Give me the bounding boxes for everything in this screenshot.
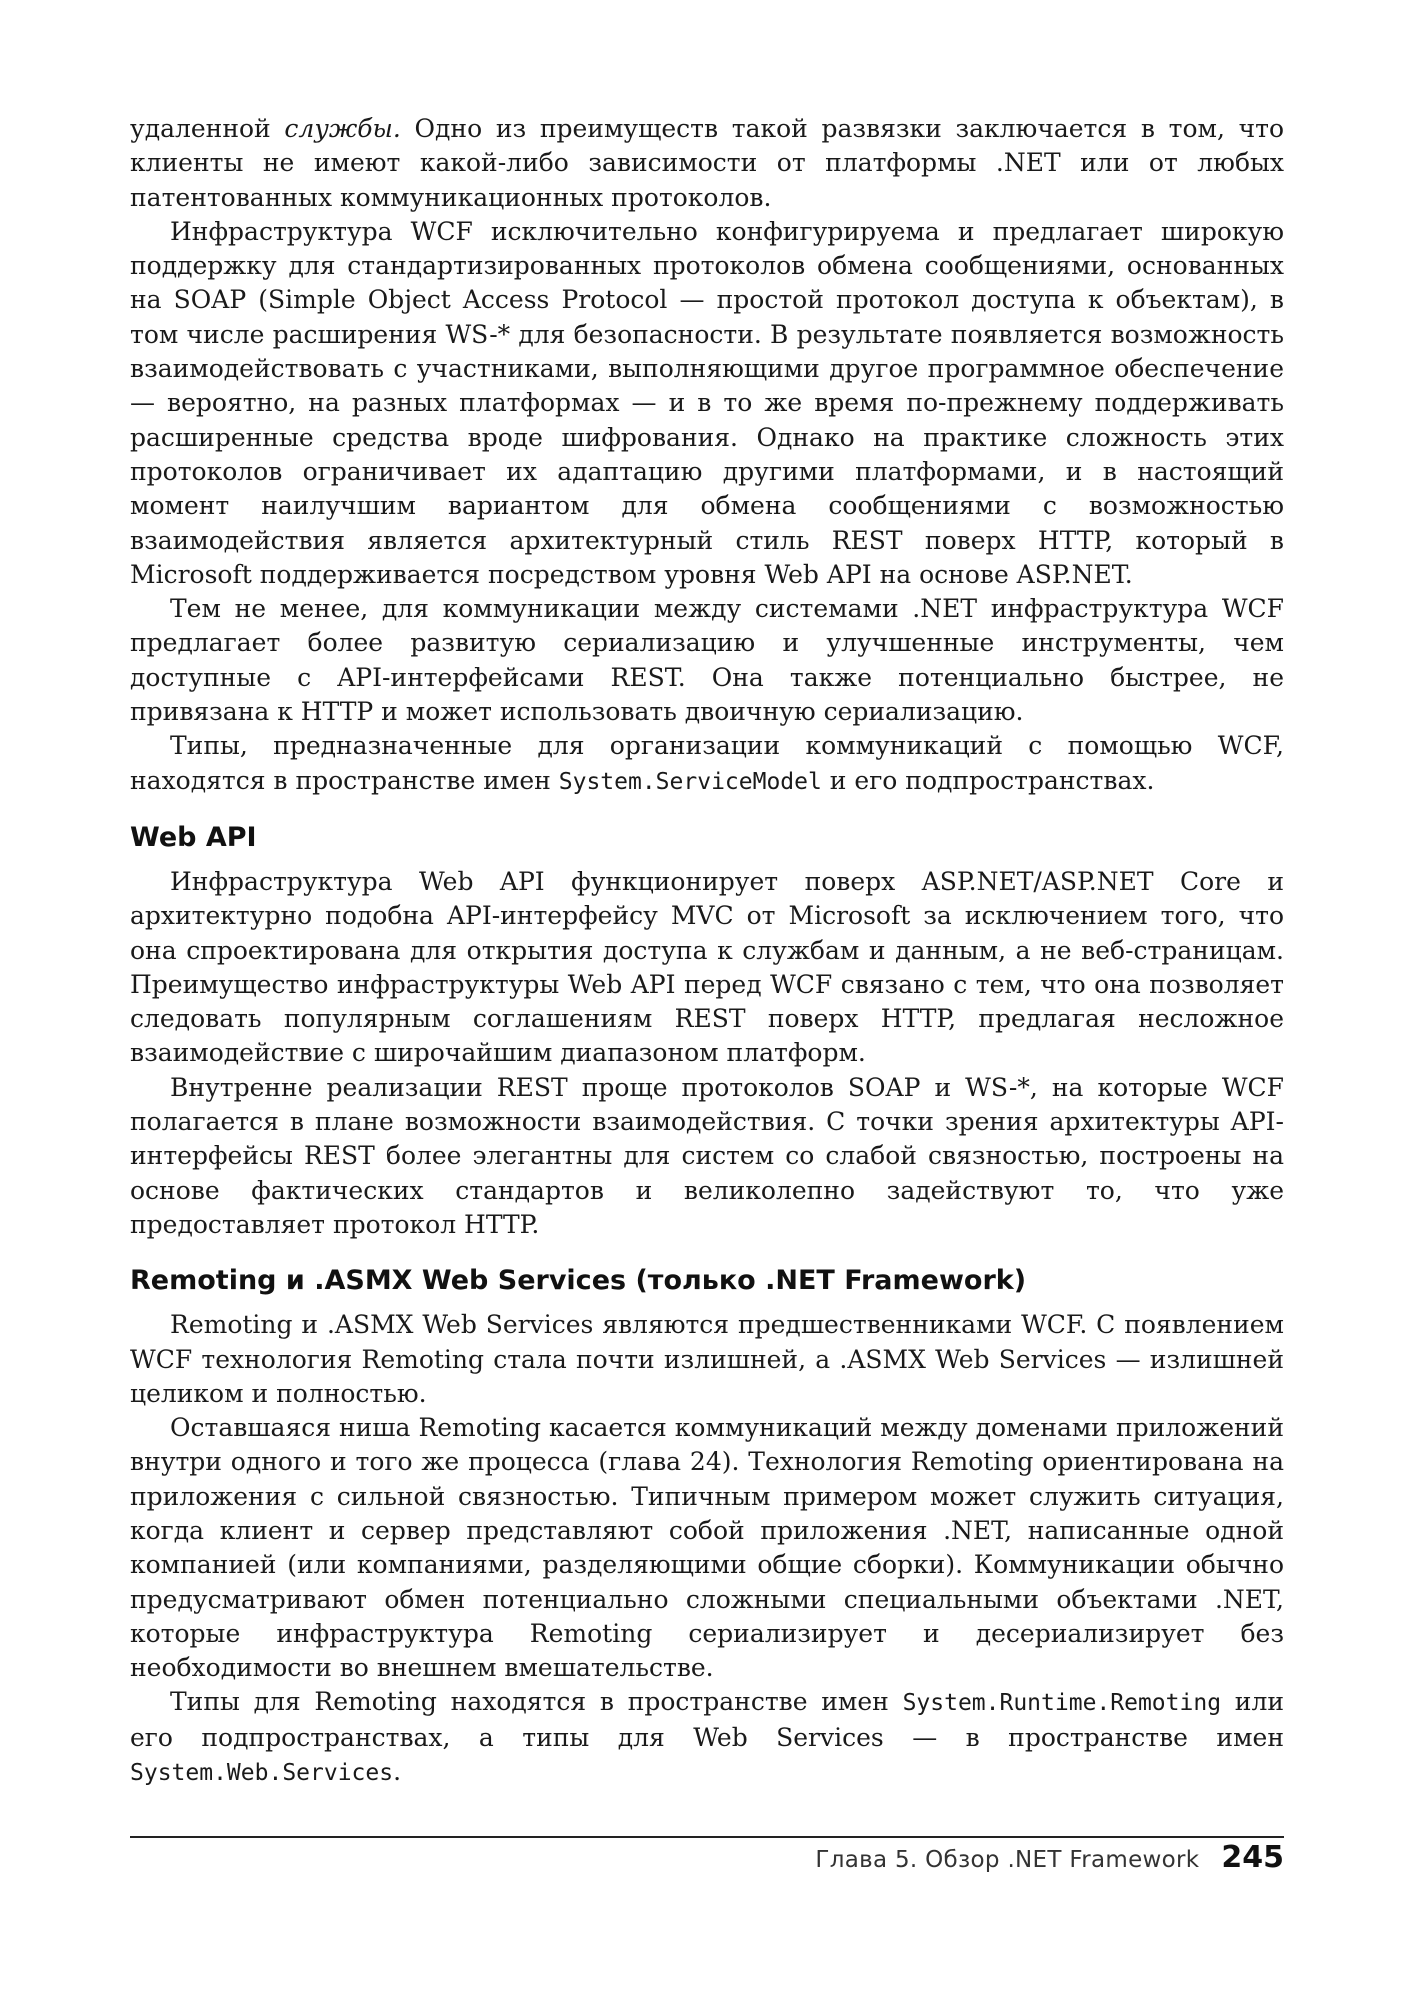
paragraph bbox=[130, 1685, 1284, 1790]
text-span: Типы, предназначенные для организации коммуникаций с помощью WCF, находятся в пространстве имен bbox=[130, 731, 1284, 795]
paragraph bbox=[130, 729, 1284, 799]
section-heading-webapi: Web API bbox=[130, 821, 257, 853]
text-span: . bbox=[393, 1757, 402, 1787]
paragraph: Тем не менее, для коммуникации между системами .NET инфраструктура WCF предлагает более развитую сериализацию и улучшенные инструменты, чем доступные с API-интерфейсами REST. Она также потенциально быстрее, не привязана к HTTP и может использовать двоичную сериализацию. bbox=[130, 594, 1284, 727]
page-number: 245 bbox=[1221, 1840, 1284, 1875]
code-namespace: System.ServiceModel bbox=[558, 768, 822, 795]
text-span: Типы для Remoting находятся в пространстве имен bbox=[170, 1687, 903, 1717]
emphasis-text: службы. bbox=[284, 114, 401, 143]
code-namespace: System.Web.Services bbox=[130, 1760, 394, 1787]
text-span: Одно из преимуществ такой развязки заключается в том, что клиенты не имеют какой-либо зависимости от платформы .NET или от любых патентованных коммуникационных протоколов. bbox=[130, 114, 1284, 212]
body-text bbox=[130, 112, 1284, 1790]
paragraph: Оставшаяся ниша Remoting касается коммуникаций между доменами приложений внутри одного и того же процесса (глава 24). Технология Remoting ориентирована на приложения с сильной связностью. Типичным примером может служить ситуация, когда клиент и сервер представляют собой приложения .NET, написанные одной компанией (или компаниями, разделяющими общие сборки). Коммуникации обычно предусматривают обмен потенциально сложными специальными объектами .NET, которые инфраструктура Remoting сериализирует и десериализирует без необходимости во внешнем вмешательстве. bbox=[130, 1413, 1284, 1683]
text-span: удаленной bbox=[130, 114, 285, 143]
section-heading-remoting: Remoting и .ASMX Web Services (только .NET Framework) bbox=[130, 1265, 1027, 1297]
paragraph: Инфраструктура WCF исключительно конфигурируема и предлагает широкую поддержку для стандартизированных протоколов обмена сообщениями, основанных на SOAP (Simple Object Access Protocol — простой протокол доступа к объектам), в том числе расширения WS-* для безопасности. В результате появляется возможность взаимодействовать с участниками, выполняющими другое программное обеспечение — вероятно, на разных платформах — и в то же время по-прежнему поддерживать расширенные средства вроде шифрования. Однако на практике сложность этих протоколов ограничивает их адаптацию другими платформами, и в настоящий момент наилучшим вариантом для обмена сообщениями с возможностью взаимодействия является архитектурный стиль REST поверх HTTP, который в Microsoft поддерживается посредством уровня Web API на основе ASP.NET. bbox=[130, 216, 1284, 589]
paragraph bbox=[130, 112, 1284, 215]
paragraph: Внутренне реализации REST проще протоколов SOAP и WS-*, на которые WCF полагается в плане возможности взаимодействия. С точки зрения архитектуры API-интерфейсы REST более элегантны для систем со слабой связностью, построены на основе фактических стандартов и великолепно задействуют то, что уже предоставляет протокол HTTP. bbox=[130, 1072, 1284, 1239]
running-footer-chapter: Глава 5. Обзор .NET Framework bbox=[815, 1847, 1200, 1873]
code-namespace: System.Runtime.Remoting bbox=[902, 1690, 1222, 1717]
text-span: или его подпространствах, а типы для Web Services — в пространстве имен bbox=[130, 1687, 1285, 1752]
page-footer bbox=[815, 1840, 1284, 1880]
text-span: и его подпространствах. bbox=[821, 765, 1155, 795]
paragraph: Инфраструктура Web API функционирует поверх ASP.NET/ASP.NET Core и архитектурно подобна API-интерфейсу MVC от Microsoft за исключением того, что она спроектирована для открытия доступа к службам и данным, а не веб-страницам. Преимущество инфраструктуры Web API перед WCF связано с тем, что она позволяет следовать популярным соглашениям REST поверх HTTP, предлагая несложное взаимодействие с широчайшим диапазоном платформ. bbox=[130, 866, 1284, 1068]
footer-divider bbox=[130, 1836, 1284, 1838]
paragraph: Remoting и .ASMX Web Services являются предшественниками WCF. С появлением WCF технология Remoting стала почти излишней, а .ASMX Web Services — излишней целиком и полностью. bbox=[130, 1310, 1284, 1408]
